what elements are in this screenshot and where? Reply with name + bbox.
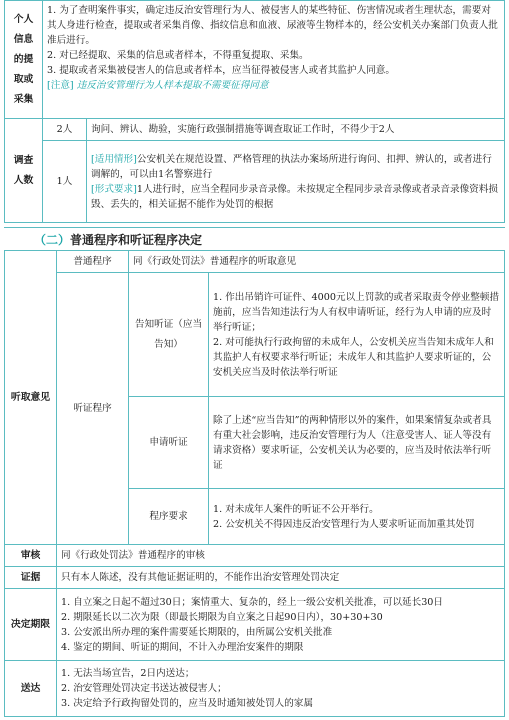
deadline-item-4: 4. 鉴定的期间、听证的期间，不计入办理治安案件的期限 — [61, 641, 304, 653]
apply-text: 除了上述“应当告知”的两种情形以外的案件，如果案情复杂或者具有重大社会影响，违反治安管理行为人（注意受害人、证人等没有请求资格）要求听证，公安机关认为必要的，应当及时依法举行听证 — [209, 397, 505, 489]
investigate-two-count: 2人 — [43, 119, 87, 141]
deadline-item-2: 2. 期限延长以二次为限（即最长期限为自立案之日起90日内），30+30+30 — [61, 611, 383, 623]
collect-row — [5, 1, 505, 119]
req-content — [209, 489, 505, 545]
section-heading-wrap — [4, 227, 505, 252]
collect-item-1: 1. 为了查明案件事实，确定违反治安管理行为人、被侵害人的某些特征、伤害情况或者生理状态，需要对其人身进行检查，提取或者采集肖像、指纹信息和血液、尿液等生物样本的，经公安机关办案部门负责人批准后进行。 — [47, 5, 498, 46]
notify-item-2: 2. 对可能执行行政拘留的未成年人，公安机关应当告知未成年人和其监护人有权要求举行听证；未成年人和其监护人要求听证的，公安机关应当及时依法举行听证 — [213, 336, 494, 378]
collect-content — [43, 1, 505, 119]
collect-note-tag: [注意] — [47, 80, 74, 91]
delivery-label: 送达 — [5, 661, 57, 717]
req-label: 程序要求 — [129, 489, 209, 545]
evidence-text: 只有本人陈述，没有其他证据证明的，不能作出治安管理处罚决定 — [57, 567, 505, 589]
top-table — [4, 0, 505, 223]
deadline-label: 决定期限 — [5, 589, 57, 661]
section-title: 普通程序和听证程序决定 — [70, 233, 203, 247]
hearing-proc-label: 听证程序 — [57, 273, 129, 545]
procedure-table — [4, 250, 505, 717]
delivery-content — [57, 661, 505, 717]
investigate-one-content — [87, 141, 505, 223]
review-label: 审核 — [5, 545, 57, 567]
delivery-item-2: 2. 治安管理处罚决定书送达被侵害人； — [61, 683, 227, 694]
collect-label: 个人信息的提取或采集 — [5, 1, 43, 119]
evidence-row — [5, 567, 505, 589]
deadline-row — [5, 589, 505, 661]
review-row — [5, 545, 505, 567]
notify-content — [209, 273, 505, 397]
investigate-one-row — [5, 141, 505, 223]
apply-label: 申请听证 — [129, 397, 209, 489]
investigate-two-row — [5, 119, 505, 141]
deadline-item-1: 1. 自立案之日起不超过30日；案情重大、复杂的，经上一级公安机关批准，可以延长30日 — [61, 596, 443, 608]
collect-note — [47, 78, 500, 93]
normal-row — [5, 251, 505, 273]
collect-item-2: 2. 对已经提取、采集的信息或者样本，不得重复提取、采集。 — [47, 50, 309, 61]
investigate-label: 调查人数 — [5, 119, 43, 223]
deadline-item-3: 3. 公安派出所办理的案件需要延长期限的，由所属公安机关批准 — [61, 626, 333, 638]
notify-item-1: 1. 作出吊销许可证件、4000元以上罚款的或者采取责令停业整顿措施前，应当告知违法行为人有权申请听证，经行为人申请的应及时举行听证； — [213, 291, 500, 333]
deadline-content — [57, 589, 505, 661]
normal-label: 普通程序 — [57, 251, 129, 273]
investigate-two-text: 询问、辨认、勘验，实施行政强制措施等调查取证工作时，不得少于2人 — [87, 119, 505, 141]
delivery-item-1: 1. 无法当场宣告，2日内送达； — [61, 668, 195, 679]
section-heading — [4, 227, 505, 252]
normal-text: 同《行政处罚法》普通程序的听取意见 — [129, 251, 505, 273]
scope-text: 公安机关在规范设置、严格管理的执法办案场所进行询问、扣押、辨认的，或者进行调解的，可以由1名警察进行 — [91, 153, 492, 180]
notify-label: 告知听证（应当告知） — [129, 273, 209, 397]
collect-note-text: 违反治安管理行为人样本提取不需要征得同意 — [76, 80, 269, 91]
form-tag: [形式要求] — [91, 183, 137, 195]
evidence-label: 证据 — [5, 567, 57, 589]
notify-row — [5, 273, 505, 397]
req-item-1: 1. 对未成年人案件的听证不公开举行。 — [213, 503, 379, 515]
review-text: 同《行政处罚法》普通程序的审核 — [57, 545, 505, 567]
hearing-label: 听取意见 — [5, 251, 57, 545]
req-item-2: 2. 公安机关不得因违反治安管理行为人要求听证而加重其处罚 — [213, 518, 475, 530]
scope-tag: [适用情形] — [91, 153, 137, 165]
investigate-one-count: 1人 — [43, 141, 87, 223]
delivery-item-3: 3. 决定给予行政拘留处罚的，应当及时通知被处罚人的家属 — [61, 698, 314, 709]
delivery-row — [5, 661, 505, 717]
form-text: 1人进行时，应当全程同步录音录像。未按规定全程同步录音录像或者录音录像资料损毁、丢失的，相关证据不能作为处罚的根据 — [91, 183, 498, 210]
collect-item-3: 3. 提取或者采集被侵害人的信息或者样本，应当征得被侵害人或者其监护人同意。 — [47, 65, 395, 76]
section-number: （二） — [34, 233, 71, 247]
